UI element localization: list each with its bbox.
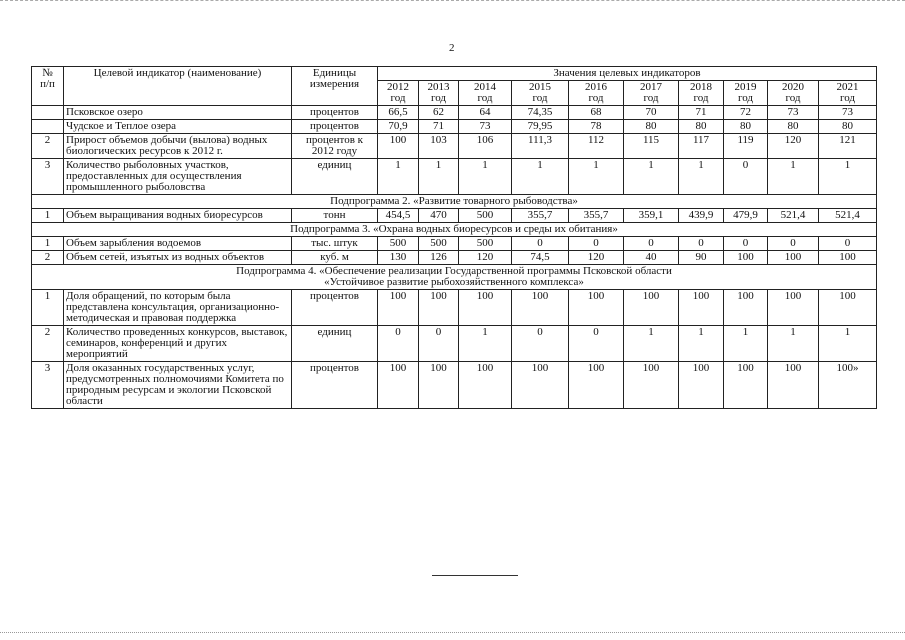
table-row [32, 290, 877, 326]
header-year: 2016 год [569, 81, 624, 106]
page-number: 2 [449, 42, 455, 54]
value-cell: 1 [679, 326, 724, 362]
value-cell: 1 [512, 159, 569, 195]
row-number: 1 [32, 237, 64, 251]
header-indicator: Целевой индикатор (наименование) [64, 67, 292, 106]
value-cell: 0 [724, 237, 768, 251]
value-cell: 100 [378, 362, 419, 409]
value-cell: 500 [378, 237, 419, 251]
header-values-title: Значения целевых индикаторов [378, 67, 877, 81]
value-cell: 500 [419, 237, 459, 251]
value-cell: 100 [624, 362, 679, 409]
value-cell: 355,7 [512, 209, 569, 223]
value-cell: 100» [819, 362, 877, 409]
value-cell: 117 [679, 134, 724, 159]
value-cell: 71 [679, 106, 724, 120]
table-row [32, 120, 877, 134]
value-cell: 73 [459, 120, 512, 134]
value-cell: 439,9 [679, 209, 724, 223]
value-cell: 0 [512, 237, 569, 251]
unit-cell: процентов [292, 290, 378, 326]
value-cell: 100 [569, 362, 624, 409]
header-year: 2019 год [724, 81, 768, 106]
value-cell: 521,4 [768, 209, 819, 223]
value-cell: 100 [512, 290, 569, 326]
value-cell: 0 [768, 237, 819, 251]
value-cell: 0 [569, 326, 624, 362]
row-number [32, 120, 64, 134]
value-cell: 80 [724, 120, 768, 134]
value-cell: 106 [459, 134, 512, 159]
unit-cell: куб. м [292, 251, 378, 265]
indicator-name: Чудское и Теплое озера [64, 120, 292, 134]
value-cell: 0 [419, 326, 459, 362]
header-year: 2020 год [768, 81, 819, 106]
row-number: 2 [32, 134, 64, 159]
value-cell: 120 [459, 251, 512, 265]
value-cell: 40 [624, 251, 679, 265]
table-row [32, 209, 877, 223]
value-cell: 1 [768, 326, 819, 362]
unit-cell: единиц [292, 159, 378, 195]
value-cell: 126 [419, 251, 459, 265]
indicators-table [31, 66, 877, 409]
value-cell: 1 [819, 326, 877, 362]
unit-cell: процентов [292, 106, 378, 120]
value-cell: 100 [819, 290, 877, 326]
value-cell: 454,5 [378, 209, 419, 223]
value-cell: 100 [569, 290, 624, 326]
header-year: 2012 год [378, 81, 419, 106]
value-cell: 1 [459, 326, 512, 362]
header-num: № п/п [32, 67, 64, 106]
value-cell: 1 [569, 159, 624, 195]
value-cell: 0 [819, 237, 877, 251]
value-cell: 100 [724, 362, 768, 409]
value-cell: 73 [768, 106, 819, 120]
value-cell: 100 [624, 290, 679, 326]
indicator-name: Объем выращивания водных биоресурсов [64, 209, 292, 223]
subprogram-row [32, 195, 877, 209]
subprogram-title: Подпрограмма 4. «Обеспечение реализации Государственной программы Псковской области «Устойчивое развитие рыбохозяйственного комплекса» [32, 265, 877, 290]
value-cell: 74,5 [512, 251, 569, 265]
value-cell: 100 [419, 362, 459, 409]
value-cell: 119 [724, 134, 768, 159]
value-cell: 100 [679, 362, 724, 409]
indicator-name: Доля оказанных государственных услуг, предусмотренных полномочиями Комитета по природным ресурсам и экологии Псковской области [64, 362, 292, 409]
value-cell: 64 [459, 106, 512, 120]
value-cell: 100 [378, 134, 419, 159]
row-number [32, 106, 64, 120]
indicator-name: Доля обращений, по которым была представлена консультация, организационно-методическая и правовая поддержка [64, 290, 292, 326]
value-cell: 100 [459, 290, 512, 326]
table-body [32, 106, 877, 409]
value-cell: 71 [419, 120, 459, 134]
unit-cell: процентов к 2012 году [292, 134, 378, 159]
subprogram-title: Подпрограмма 3. «Охрана водных биоресурсов и среды их обитания» [32, 223, 877, 237]
header-row-1 [32, 67, 877, 81]
value-cell: 70,9 [378, 120, 419, 134]
header-year: 2013 год [419, 81, 459, 106]
value-cell: 521,4 [819, 209, 877, 223]
unit-cell: тыс. штук [292, 237, 378, 251]
value-cell: 1 [419, 159, 459, 195]
value-cell: 80 [819, 120, 877, 134]
value-cell: 130 [378, 251, 419, 265]
value-cell: 100 [724, 290, 768, 326]
footer-rule [432, 575, 518, 576]
indicator-name: Прирост объемов добычи (вылова) водных биологических ресурсов к 2012 г. [64, 134, 292, 159]
value-cell: 500 [459, 237, 512, 251]
subprogram-row [32, 223, 877, 237]
value-cell: 500 [459, 209, 512, 223]
unit-cell: единиц [292, 326, 378, 362]
table-row [32, 106, 877, 120]
value-cell: 100 [724, 251, 768, 265]
value-cell: 68 [569, 106, 624, 120]
value-cell: 1 [724, 326, 768, 362]
table-row [32, 159, 877, 195]
header-year: 2021 год [819, 81, 877, 106]
value-cell: 100 [768, 251, 819, 265]
value-cell: 479,9 [724, 209, 768, 223]
unit-cell: процентов [292, 362, 378, 409]
value-cell: 100 [378, 290, 419, 326]
value-cell: 103 [419, 134, 459, 159]
scan-edge-top [0, 0, 905, 3]
header-year: 2018 год [679, 81, 724, 106]
header-year: 2017 год [624, 81, 679, 106]
value-cell: 100 [679, 290, 724, 326]
value-cell: 0 [624, 237, 679, 251]
value-cell: 100 [459, 362, 512, 409]
value-cell: 115 [624, 134, 679, 159]
value-cell: 80 [624, 120, 679, 134]
value-cell: 120 [569, 251, 624, 265]
value-cell: 1 [624, 326, 679, 362]
value-cell: 80 [679, 120, 724, 134]
header-year: 2015 год [512, 81, 569, 106]
table-row [32, 134, 877, 159]
subprogram-row [32, 265, 877, 290]
value-cell: 1 [378, 159, 419, 195]
table-row [32, 251, 877, 265]
value-cell: 1 [624, 159, 679, 195]
row-number: 3 [32, 362, 64, 409]
value-cell: 470 [419, 209, 459, 223]
indicator-name: Объем сетей, изъятых из водных объектов [64, 251, 292, 265]
value-cell: 100 [768, 290, 819, 326]
subprogram-title: Подпрограмма 2. «Развитие товарного рыбоводства» [32, 195, 877, 209]
value-cell: 359,1 [624, 209, 679, 223]
value-cell: 72 [724, 106, 768, 120]
row-number: 1 [32, 209, 64, 223]
value-cell: 0 [679, 237, 724, 251]
value-cell: 70 [624, 106, 679, 120]
value-cell: 74,35 [512, 106, 569, 120]
value-cell: 120 [768, 134, 819, 159]
value-cell: 112 [569, 134, 624, 159]
value-cell: 0 [512, 326, 569, 362]
value-cell: 100 [819, 251, 877, 265]
value-cell: 90 [679, 251, 724, 265]
value-cell: 121 [819, 134, 877, 159]
header-units: Единицы измерения [292, 67, 378, 106]
value-cell: 79,95 [512, 120, 569, 134]
indicator-name: Количество рыболовных участков, предоставленных для осуществления промышленного рыболовства [64, 159, 292, 195]
indicator-name: Количество проведенных конкурсов, выставок, семинаров, конференций и других мероприятий [64, 326, 292, 362]
value-cell: 100 [512, 362, 569, 409]
row-number: 2 [32, 251, 64, 265]
header-year: 2014 год [459, 81, 512, 106]
scan-edge-bottom [0, 632, 905, 634]
value-cell: 66,5 [378, 106, 419, 120]
value-cell: 100 [768, 362, 819, 409]
value-cell: 62 [419, 106, 459, 120]
indicator-name: Объем зарыбления водоемов [64, 237, 292, 251]
row-number: 3 [32, 159, 64, 195]
value-cell: 111,3 [512, 134, 569, 159]
value-cell: 1 [819, 159, 877, 195]
value-cell: 78 [569, 120, 624, 134]
value-cell: 80 [768, 120, 819, 134]
value-cell: 1 [459, 159, 512, 195]
value-cell: 355,7 [569, 209, 624, 223]
indicator-name: Псковское озеро [64, 106, 292, 120]
value-cell: 1 [679, 159, 724, 195]
unit-cell: тонн [292, 209, 378, 223]
unit-cell: процентов [292, 120, 378, 134]
row-number: 2 [32, 326, 64, 362]
row-number: 1 [32, 290, 64, 326]
table-row [32, 326, 877, 362]
value-cell: 100 [419, 290, 459, 326]
table-row [32, 362, 877, 409]
value-cell: 0 [724, 159, 768, 195]
value-cell: 73 [819, 106, 877, 120]
value-cell: 0 [378, 326, 419, 362]
table-row [32, 237, 877, 251]
value-cell: 1 [768, 159, 819, 195]
value-cell: 0 [569, 237, 624, 251]
